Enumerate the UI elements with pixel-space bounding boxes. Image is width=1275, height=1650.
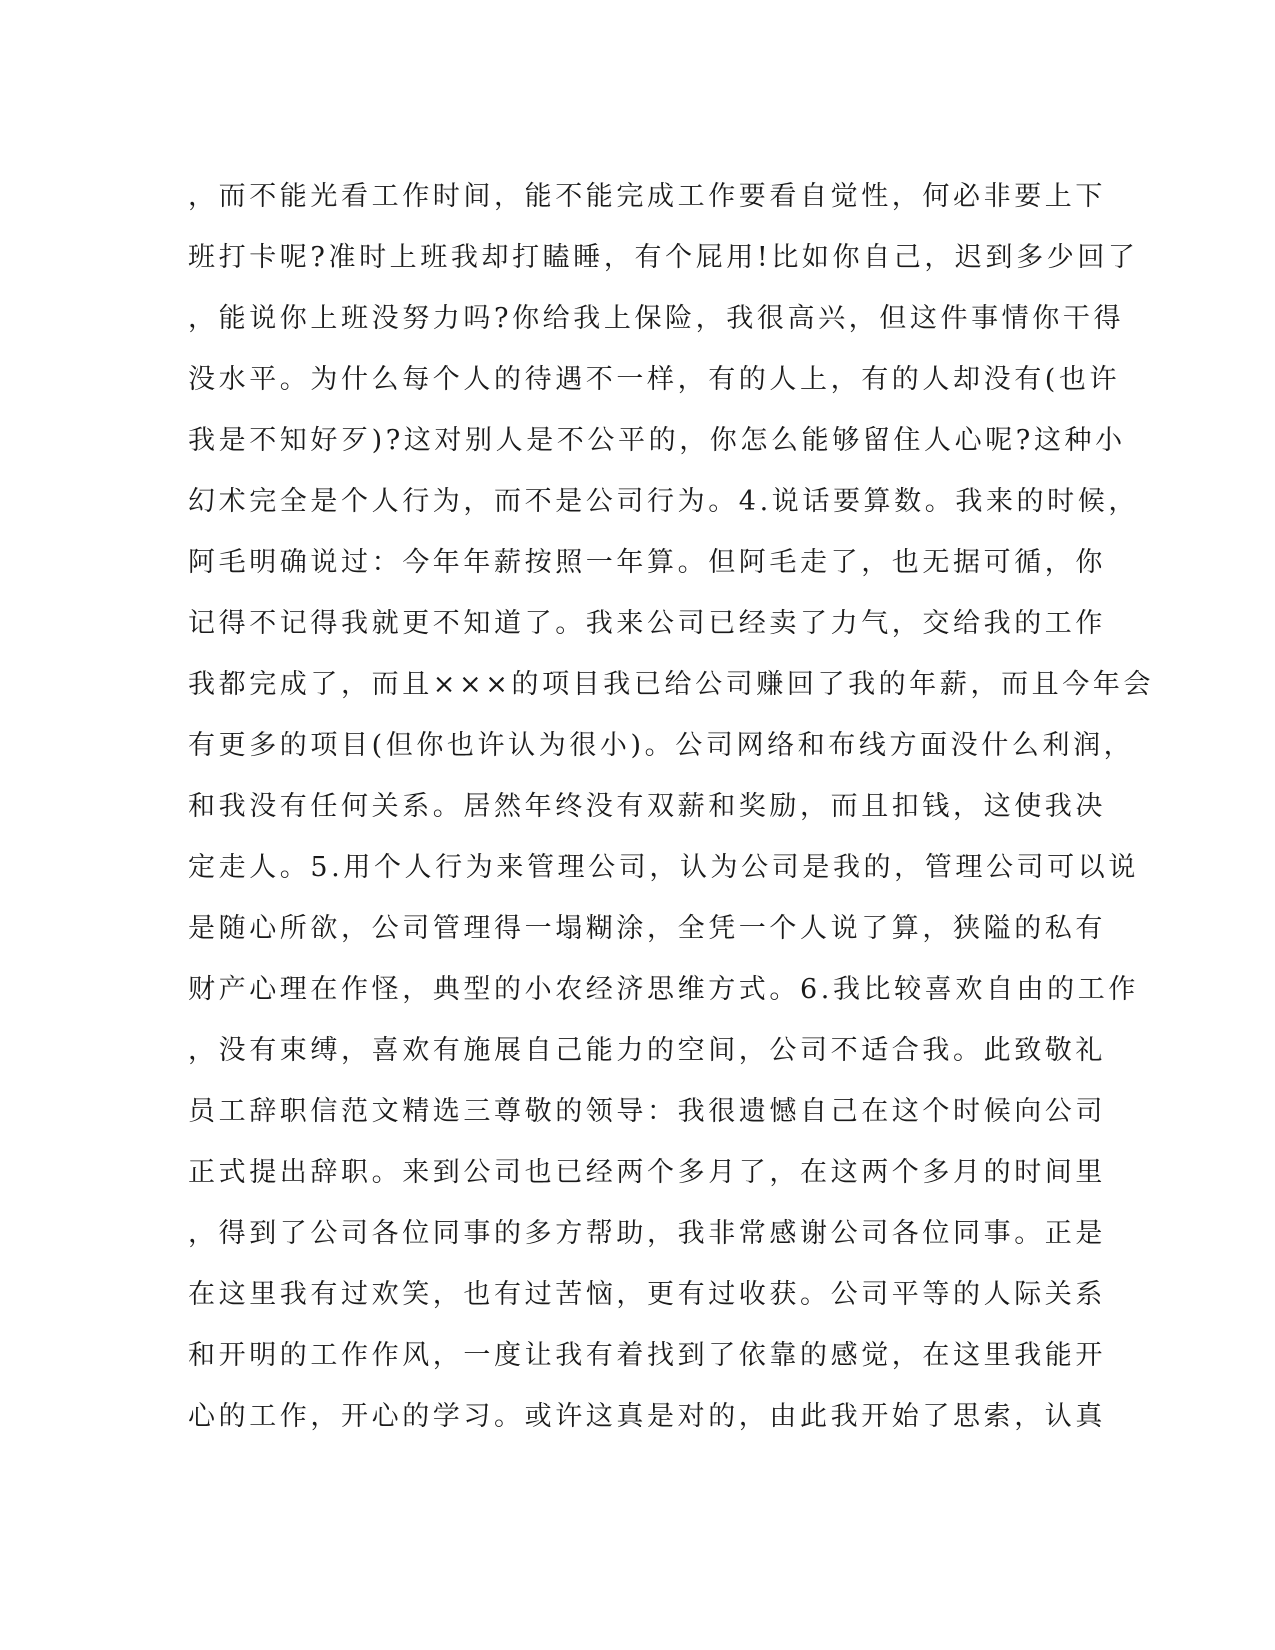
text-line: 没水平。为什么每个人的待遇不一样，有的人上，有的人却没有(也许 — [188, 364, 1121, 395]
text-line: ，而不能光看工作时间，能不能完成工作要看自觉性，何必非要上下 — [188, 181, 1106, 212]
text-line: 班打卡呢?准时上班我却打瞌睡，有个屁用!比如你自己，迟到多少回了 — [188, 242, 1139, 273]
text-line: 记得不记得我就更不知道了。我来公司已经卖了力气，交给我的工作 — [188, 608, 1106, 639]
text-line: ，能说你上班没努力吗?你给我上保险，我很高兴，但这件事情你干得 — [188, 303, 1125, 334]
text-line: ，得到了公司各位同事的多方帮助，我非常感谢公司各位同事。正是 — [188, 1218, 1106, 1249]
text-line: 幻术完全是个人行为，而不是公司行为。4.说话要算数。我来的时候， — [188, 486, 1139, 517]
text-line: 正式提出辞职。来到公司也已经两个多月了，在这两个多月的时间里 — [188, 1157, 1106, 1188]
text-line: 员工辞职信范文精选三尊敬的领导：我很遗憾自己在这个时候向公司 — [188, 1096, 1106, 1127]
body-text — [188, 166, 1155, 1447]
text-line: 我都完成了，而且×××的项目我已给公司赚回了我的年薪，而且今年会 — [188, 669, 1155, 700]
text-line: 和开明的工作作风，一度让我有着找到了依靠的感觉，在这里我能开 — [188, 1340, 1106, 1371]
text-line: 心的工作，开心的学习。或许这真是对的，由此我开始了思索，认真 — [188, 1401, 1106, 1432]
text-line: 财产心理在作怪，典型的小农经济思维方式。6.我比较喜欢自由的工作 — [188, 974, 1139, 1005]
text-line: 在这里我有过欢笑，也有过苦恼，更有过收获。公司平等的人际关系 — [188, 1279, 1106, 1310]
text-line: 有更多的项目(但你也许认为很小)。公司网络和布线方面没什么利润， — [188, 730, 1135, 761]
text-line: 是随心所欲，公司管理得一塌糊涂，全凭一个人说了算，狭隘的私有 — [188, 913, 1106, 944]
text-line: 我是不知好歹)?这对别人是不公平的，你怎么能够留住人心呢?这种小 — [188, 425, 1126, 456]
text-line: 定走人。5.用个人行为来管理公司，认为公司是我的，管理公司可以说 — [188, 852, 1139, 883]
text-line: 阿毛明确说过：今年年薪按照一年算。但阿毛走了，也无据可循，你 — [188, 547, 1106, 578]
text-line: ，没有束缚，喜欢有施展自己能力的空间，公司不适合我。此致敬礼 — [188, 1035, 1106, 1066]
text-line: 和我没有任何关系。居然年终没有双薪和奖励，而且扣钱，这使我决 — [188, 791, 1106, 822]
